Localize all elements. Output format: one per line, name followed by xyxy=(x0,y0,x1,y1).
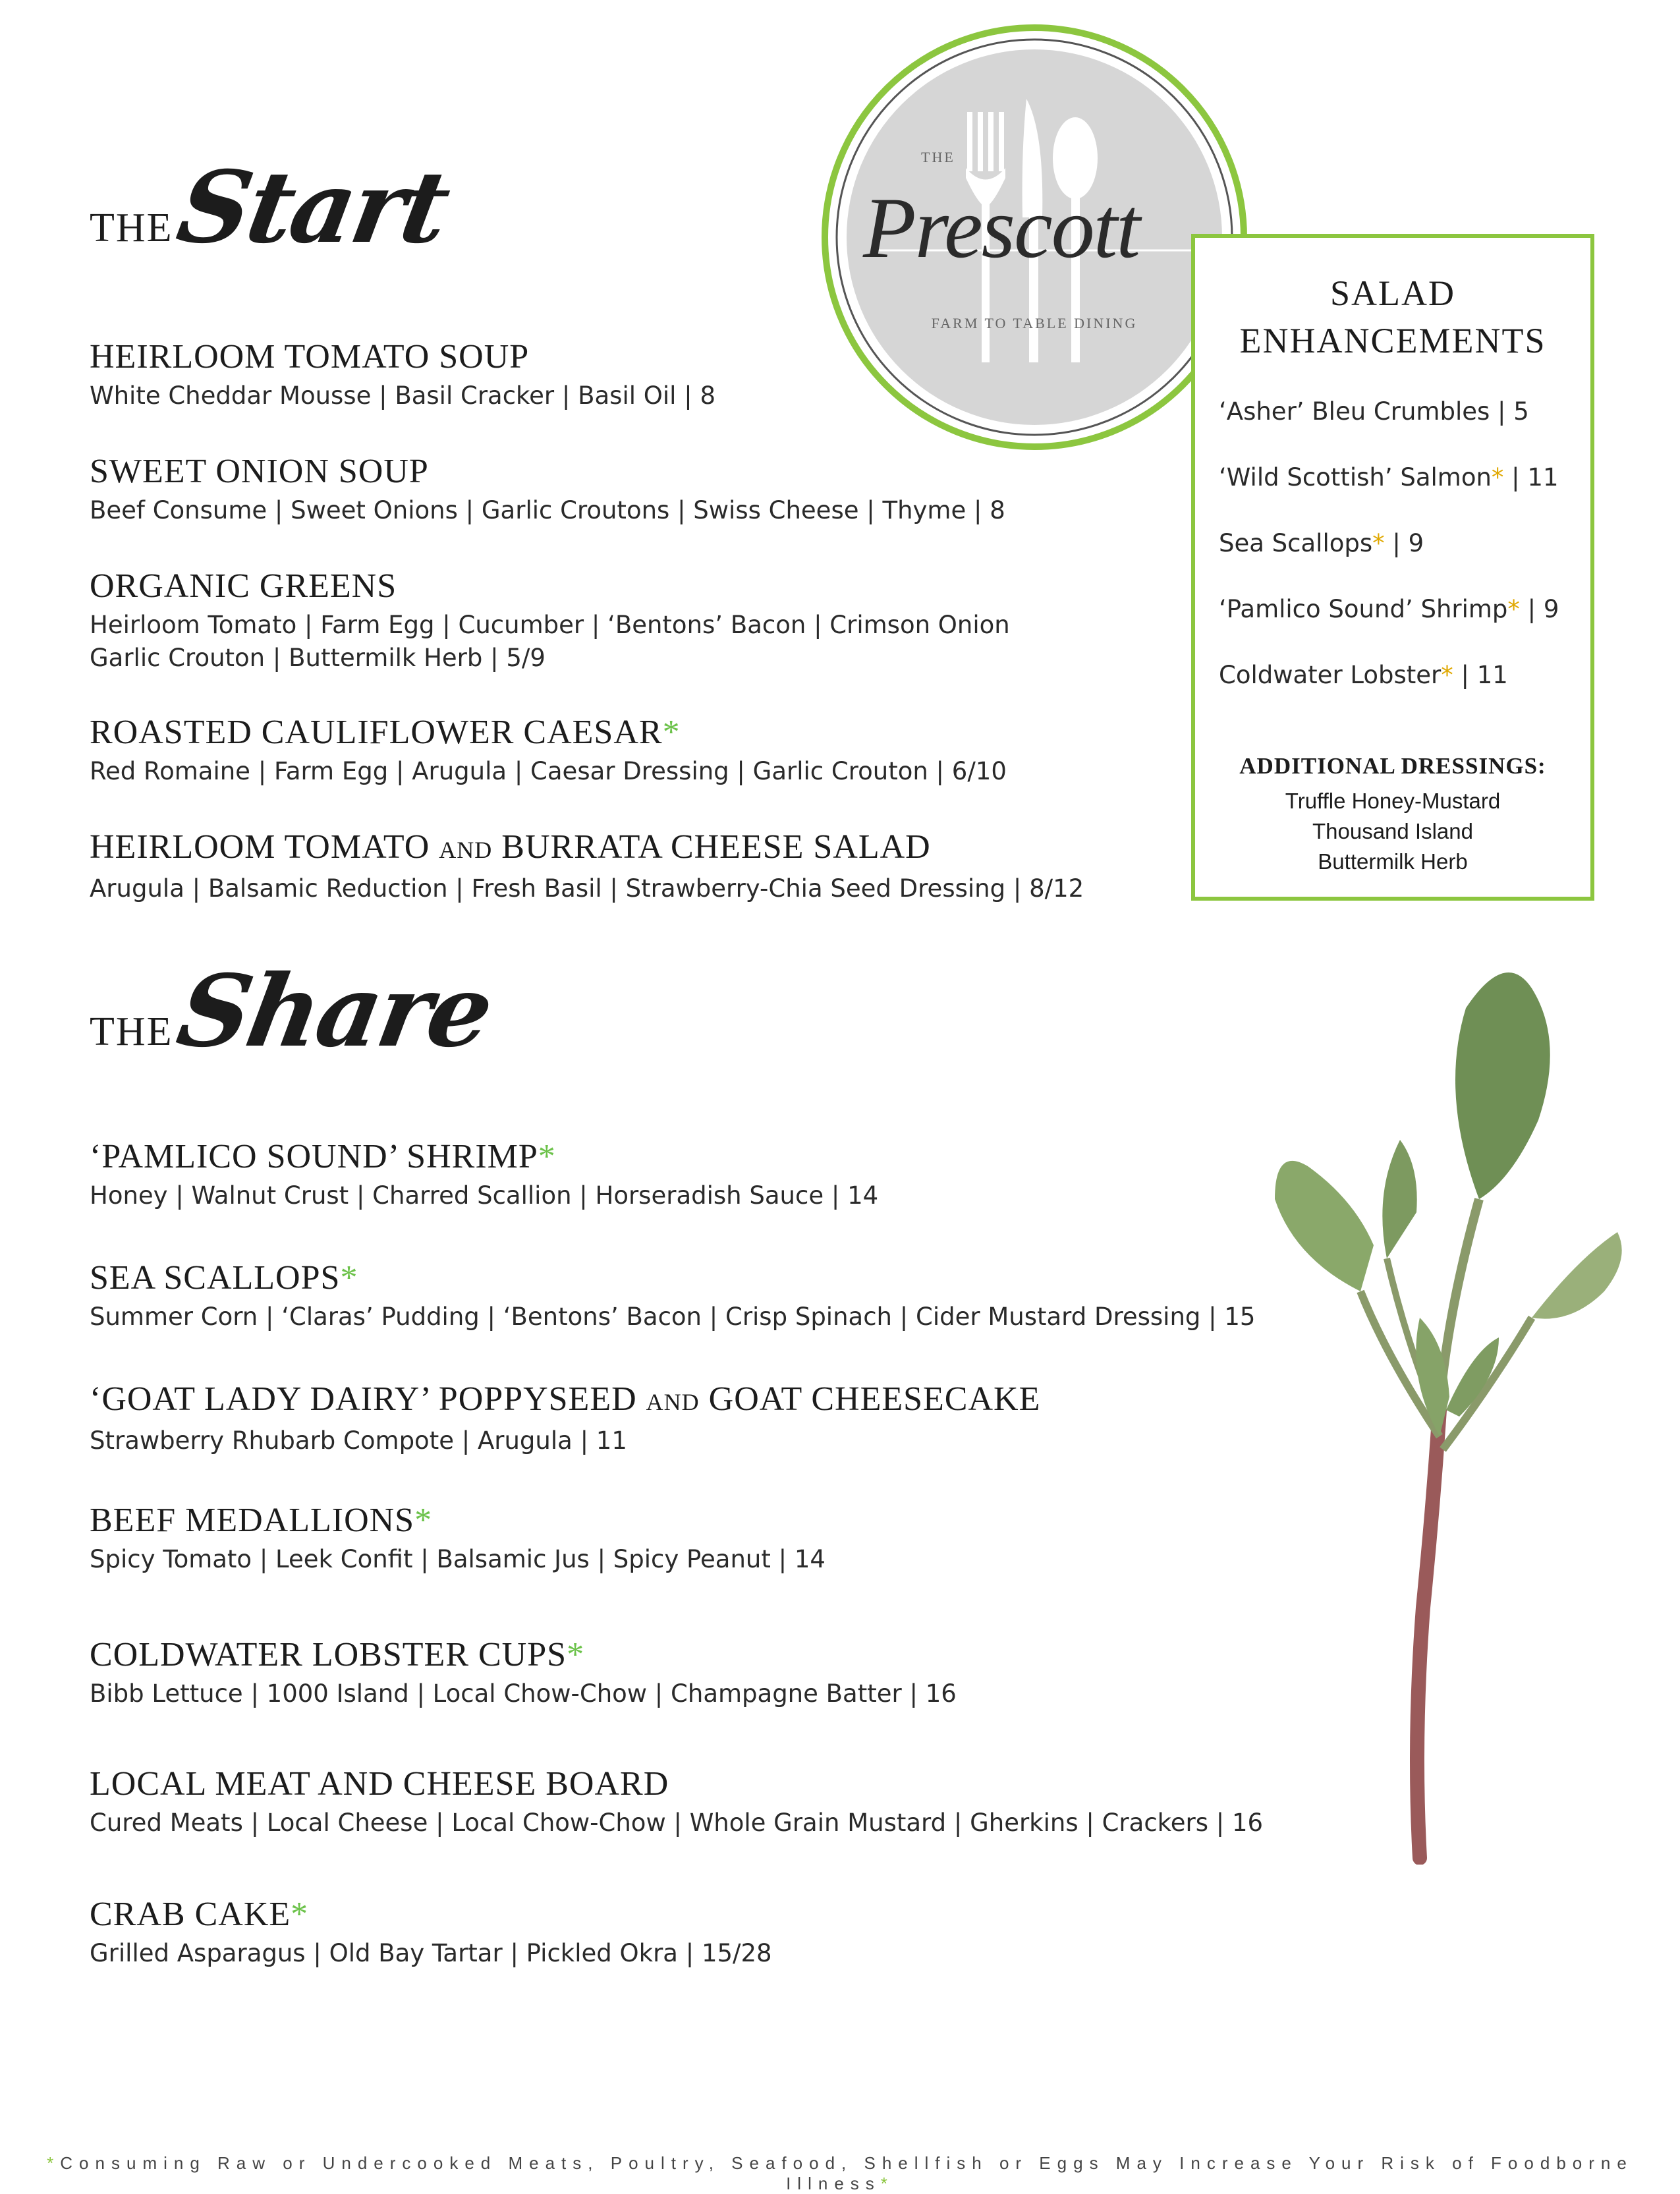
logo-the: THE xyxy=(921,149,955,165)
raw-warning-star: * xyxy=(567,1636,585,1674)
salad-enhancements-box xyxy=(1191,234,1594,901)
item-name: LOCAL MEAT AND CHEESE BOARD xyxy=(90,1765,669,1803)
logo-name: Prescott xyxy=(863,179,1139,276)
raw-warning-star: * xyxy=(414,1502,433,1539)
item-name-text: SEA SCALLOPS xyxy=(90,1259,341,1297)
item-desc-line2: Garlic Crouton | Buttermilk Herb | 5/9 xyxy=(90,644,546,672)
salad-item-text: ‘Wild Scottish’ Salmon xyxy=(1219,463,1492,492)
item-name-part-b: GOAT CHEESECAKE xyxy=(708,1380,1041,1418)
item-name xyxy=(90,1137,878,1177)
salad-enhancement-item xyxy=(1219,463,1559,492)
salad-item-text: Coldwater Lobster xyxy=(1219,661,1442,689)
section-start-the: THE xyxy=(90,206,173,250)
item-desc: Spicy Tomato | Leek Confit | Balsamic Jus | Spicy Peanut | 14 xyxy=(90,1545,826,1573)
section-start-title: Start xyxy=(169,150,456,266)
raw-food-warning-footer xyxy=(0,2153,1680,2194)
item-name-text: COLDWATER LOBSTER CUPS xyxy=(90,1636,567,1674)
raw-warning-star: * xyxy=(662,714,681,751)
item-name-and: AND xyxy=(439,837,493,863)
raw-warning-star: * xyxy=(1441,661,1453,689)
item-desc: Grilled Asparagus | Old Bay Tartar | Pickled Okra | 15/28 xyxy=(90,1939,772,1967)
item-name xyxy=(90,1895,772,1934)
item-name xyxy=(90,828,1084,870)
menu-item xyxy=(90,1137,878,1212)
salad-item-price: | 11 xyxy=(1503,463,1559,492)
salad-item-price: | 9 xyxy=(1384,529,1424,557)
item-name-part-a: HEIRLOOM TOMATO xyxy=(90,828,430,866)
section-share-title: Share xyxy=(169,953,499,1069)
item-name-part-b: BURRATA CHEESE SALAD xyxy=(501,828,931,866)
dressing-item: Buttermilk Herb xyxy=(1318,849,1468,874)
sprout-icon xyxy=(1222,949,1631,1865)
footer-text: Consuming Raw or Undercooked Meats, Poultry, Seafood, Shellfish or Eggs May Increase Your Risk of Foodborne Illness xyxy=(60,2153,1633,2193)
item-desc: Heirloom Tomato | Farm Egg | Cucumber | ‘Bentons’ Bacon | Crimson Onion xyxy=(90,611,1010,639)
item-name: SWEET ONION SOUP xyxy=(90,453,429,490)
section-start-heading xyxy=(90,150,456,266)
item-desc: White Cheddar Mousse | Basil Cracker | Basil Oil | 8 xyxy=(90,381,715,410)
raw-warning-star: * xyxy=(291,1896,309,1933)
footer-star-right: * xyxy=(880,2174,894,2193)
menu-item xyxy=(90,1764,1263,1840)
raw-warning-star: * xyxy=(1491,463,1504,492)
salad-enhancement-item xyxy=(1219,529,1424,557)
menu-item xyxy=(90,828,1084,905)
salad-item-price: | 9 xyxy=(1519,595,1559,623)
item-name-part-a: ‘GOAT LADY DAIRY’ POPPYSEED xyxy=(90,1380,637,1418)
menu-item xyxy=(90,1635,957,1710)
item-desc: Summer Corn | ‘Claras’ Pudding | ‘Bentons’ Bacon | Crisp Spinach | Cider Mustard Dressing | 15 xyxy=(90,1303,1256,1331)
footer-star-left: * xyxy=(47,2153,61,2173)
raw-warning-star: * xyxy=(1372,529,1385,557)
salad-item-text: ‘Asher’ Bleu Crumbles | 5 xyxy=(1219,397,1529,426)
item-desc: Bibb Lettuce | 1000 Island | Local Chow-Chow | Champagne Batter | 16 xyxy=(90,1679,957,1708)
salad-item-text: ‘Pamlico Sound’ Shrimp xyxy=(1219,595,1508,623)
salad-item-price: | 11 xyxy=(1453,661,1508,689)
menu-item xyxy=(90,567,1010,675)
menu-item xyxy=(90,337,715,412)
item-name: ORGANIC GREENS xyxy=(90,567,397,605)
item-desc: Honey | Walnut Crust | Charred Scallion | Horseradish Sauce | 14 xyxy=(90,1181,879,1210)
item-desc: Cured Meats | Local Cheese | Local Chow-Chow | Whole Grain Mustard | Gherkins | Crackers | 16 xyxy=(90,1809,1264,1837)
item-desc: Arugula | Balsamic Reduction | Fresh Basil | Strawberry-Chia Seed Dressing | 8/12 xyxy=(90,874,1084,903)
item-desc: Strawberry Rhubarb Compote | Arugula | 11 xyxy=(90,1426,627,1455)
salad-enhancement-item xyxy=(1219,661,1508,689)
raw-warning-star: * xyxy=(1507,595,1520,623)
item-desc: Red Romaine | Farm Egg | Arugula | Caesar Dressing | Garlic Crouton | 6/10 xyxy=(90,757,1007,785)
item-name-text: ‘PAMLICO SOUND’ SHRIMP xyxy=(90,1138,538,1175)
salad-title-line2: ENHANCEMENTS xyxy=(1239,321,1546,360)
item-name-text: BEEF MEDALLIONS xyxy=(90,1502,415,1539)
logo xyxy=(817,20,1252,455)
item-name xyxy=(90,1258,1255,1298)
menu-item xyxy=(90,1895,772,1970)
additional-dressings-title: ADDITIONAL DRESSINGS: xyxy=(1239,753,1546,779)
item-name-text: ROASTED CAULIFLOWER CAESAR xyxy=(90,714,663,751)
item-name-text: CRAB CAKE xyxy=(90,1896,291,1933)
section-share-heading xyxy=(90,953,499,1069)
menu-item xyxy=(90,1501,826,1576)
dressing-item: Truffle Honey-Mustard xyxy=(1285,789,1501,813)
menu-item xyxy=(90,1380,1040,1457)
item-desc: Beef Consume | Sweet Onions | Garlic Croutons | Swiss Cheese | Thyme | 8 xyxy=(90,496,1005,524)
raw-warning-star: * xyxy=(340,1259,358,1297)
salad-title-line1: SALAD xyxy=(1330,273,1455,313)
item-name xyxy=(90,1501,826,1540)
salad-item-text: Sea Scallops xyxy=(1219,529,1373,557)
logo-tagline: FARM TO TABLE DINING xyxy=(931,315,1138,331)
item-name xyxy=(90,1635,957,1675)
item-name: HEIRLOOM TOMATO SOUP xyxy=(90,338,530,376)
menu-item xyxy=(90,713,1007,788)
menu-item xyxy=(90,452,1005,527)
dressing-item: Thousand Island xyxy=(1312,819,1473,843)
salad-enhancement-item xyxy=(1219,397,1529,426)
item-name xyxy=(90,713,1007,752)
item-name xyxy=(90,1380,1040,1422)
salad-title xyxy=(1195,269,1590,364)
item-name-and: AND xyxy=(646,1389,700,1415)
salad-enhancement-item xyxy=(1219,595,1559,623)
raw-warning-star: * xyxy=(538,1138,556,1175)
section-share-the: THE xyxy=(90,1009,173,1054)
menu-item xyxy=(90,1258,1255,1334)
